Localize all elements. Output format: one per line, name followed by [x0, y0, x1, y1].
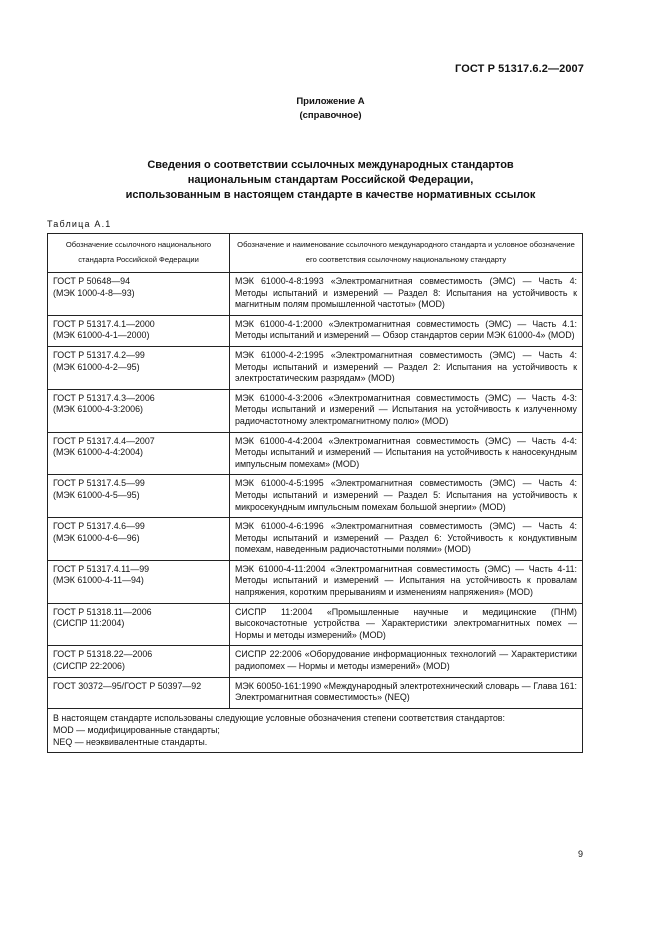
national-standard-line: ГОСТ Р 51317.4.1—2000 [53, 318, 155, 329]
table-row [48, 677, 583, 708]
note-line: MOD — модифицированные стандарты; [53, 724, 220, 735]
document-code-header: ГОСТ Р 51317.6.2—2007 [455, 63, 584, 75]
table-row [48, 432, 583, 475]
international-standard-cell [230, 646, 583, 677]
national-standard-line: (МЭК 61000-4-6—96) [53, 532, 140, 543]
column-header-national: Обозначение ссылочного национального стандарта Российской Федерации [48, 234, 230, 273]
international-standard-text: МЭК 61000-4-11:2004 «Электромагнитная совместимость (ЭМС) — Часть 4-11: Методы испытаний и измерений — Испытания на устойчивость к провалам напряжения, коротким прерываниям и изменениям напряжения» (MOD) [235, 563, 577, 598]
table-row [48, 560, 583, 603]
table-header-row [48, 234, 583, 273]
international-standard-cell [230, 315, 583, 346]
table-row [48, 273, 583, 316]
page-number: 9 [577, 849, 583, 859]
national-standard-line: (МЭК 1000-4-8—93) [53, 287, 135, 298]
international-standard-cell [230, 560, 583, 603]
national-standard-line: (МЭК 61000-4-4:2004) [53, 447, 143, 458]
national-standard-line: (СИСПР 11:2004) [53, 618, 125, 629]
international-standard-cell [230, 603, 583, 646]
standards-correspondence-table [47, 233, 583, 753]
national-standard-line: ГОСТ Р 50648—94 [53, 276, 131, 286]
national-standard-line: (МЭК 61000-4-2—95) [53, 361, 140, 372]
international-standard-text: МЭК 61000-4-2:1995 «Электромагнитная совместимость (ЭМС) — Часть 4: Методы испытаний и измерений — Раздел 2: Испытания на устойчивость к электростатическим разрядам» (MOD) [235, 349, 577, 384]
international-standard-text: МЭК 61000-4-8:1993 «Электромагнитная совместимость (ЭМС) — Часть 4: Методы испытаний и измерений — Раздел 8: Испытания на устойчивость к магнитным полям промышленной частоты» (MOD) [235, 276, 577, 310]
national-standard-cell [48, 677, 230, 708]
national-standard-line: ГОСТ Р 51317.4.11—99 [53, 563, 150, 574]
table-row [48, 389, 583, 432]
table-row [48, 603, 583, 646]
national-standard-line: ГОСТ Р 51318.22—2006 [53, 649, 153, 660]
table-row [48, 346, 583, 389]
international-standard-cell [230, 475, 583, 518]
annex-subtitle: (справочное) [299, 110, 362, 121]
national-standard-cell [48, 475, 230, 518]
heading-line: Сведения о соответствии ссылочных международных стандартов [147, 159, 514, 171]
international-standard-text: МЭК 61000-4-6:1996 «Электромагнитная совместимость (ЭМС) — Часть 4: Методы испытаний и измерений — Раздел 6: Устойчивость к кондуктивным помехам, наведенным радиочастотными полями» (MOD) [235, 521, 577, 555]
international-standard-text: МЭК 60050-161:1990 «Международный электротехнический словарь — Глава 161: Электромагнитная совместимость» (NEQ) [235, 680, 577, 703]
international-standard-cell [230, 432, 583, 475]
national-standard-cell [48, 603, 230, 646]
international-standard-text: МЭК 61000-4-1:2000 «Электромагнитная совместимость (ЭМС) — Часть 4.1: Методы испытаний и измерений — Обзор стандартов серии МЭК 61000-4» (MOD) [235, 318, 577, 341]
national-standard-line: ГОСТ Р 51317.4.4—2007 [53, 435, 155, 446]
national-standard-line: ГОСТ Р 51317.4.6—99 [53, 521, 145, 532]
table-row [48, 475, 583, 518]
national-standard-line: (МЭК 61000-4-11—94) [53, 575, 144, 586]
international-standard-cell [230, 518, 583, 561]
table-caption: Таблица А.1 [47, 219, 112, 229]
national-standard-line: (МЭК 61000-4-1—2000) [53, 330, 150, 341]
national-standard-line: ГОСТ Р 51317.4.2—99 [53, 349, 145, 360]
national-standard-line: (МЭК 61000-4-5—95) [53, 489, 140, 500]
table-note-row [48, 708, 583, 752]
international-standard-cell [230, 346, 583, 389]
national-standard-cell [48, 273, 230, 316]
international-standard-text: СИСПР 22:2006 «Оборудование информационных технологий — Характеристики радиопомех — Нормы и методы измерений» (MOD) [235, 649, 577, 672]
national-standard-cell [48, 560, 230, 603]
table-row [48, 315, 583, 346]
international-standard-cell [230, 273, 583, 316]
national-standard-cell [48, 432, 230, 475]
national-standard-line: ГОСТ Р 51317.4.5—99 [53, 478, 145, 489]
international-standard-text: СИСПР 11:2004 «Промышленные научные и медицинские (ПНМ) высокочастотные устройства — Характеристики электромагнитных помех — Нормы и методы измерений» (MOD) [235, 606, 577, 640]
national-standard-cell [48, 646, 230, 677]
national-standard-cell [48, 518, 230, 561]
international-standard-text: МЭК 61000-4-5:1995 «Электромагнитная совместимость (ЭМС) — Часть 4: Методы испытаний и измерений — Раздел 5: Испытания на устойчивость к микросекундным импульсным помехам большой энергии» (MOD) [235, 478, 577, 512]
national-standard-cell [48, 389, 230, 432]
annex-title: Приложение А [296, 96, 365, 107]
national-standard-line: (МЭК 61000-4-3:2006) [53, 404, 143, 415]
section-heading [0, 158, 661, 203]
national-standard-cell [48, 346, 230, 389]
national-standard-cell [48, 315, 230, 346]
international-standard-text: МЭК 61000-4-4:2004 «Электромагнитная совместимость (ЭМС) — Часть 4-4: Методы испытаний и измерений — Испытания на устойчивость к наносекундным импульсным помехам» (MOD) [235, 435, 577, 469]
table-note [48, 708, 583, 752]
national-standard-line: ГОСТ 30372—95/ГОСТ Р 50397—92 [53, 680, 202, 691]
table-row [48, 646, 583, 677]
heading-line: национальным стандартам Российской Федерации, [187, 174, 474, 186]
column-header-international: Обозначение и наименование ссылочного международного стандарта и условное обозначение его соответствия ссылочному национальному стандарту [230, 234, 583, 273]
national-standard-line: ГОСТ Р 51318.11—2006 [53, 606, 152, 617]
table-body [48, 273, 583, 709]
note-line: В настоящем стандарте использованы следующие условные обозначения степени соответствия стандартов: [53, 712, 505, 723]
international-standard-text: МЭК 61000-4-3:2006 «Электромагнитная совместимость (ЭМС) — Часть 4-3: Методы испытаний и измерений — Испытания на устойчивость к излученному радиочастотному электромагнитному полю» (MOD) [235, 392, 577, 426]
national-standard-line: ГОСТ Р 51317.4.3—2006 [53, 392, 155, 403]
heading-line: использованным в настоящем стандарте в качестве нормативных ссылок [125, 189, 536, 201]
international-standard-cell [230, 677, 583, 708]
note-line: NEQ — неэквивалентные стандарты. [53, 736, 208, 747]
international-standard-cell [230, 389, 583, 432]
table-row [48, 518, 583, 561]
national-standard-line: (СИСПР 22:2006) [53, 661, 125, 672]
